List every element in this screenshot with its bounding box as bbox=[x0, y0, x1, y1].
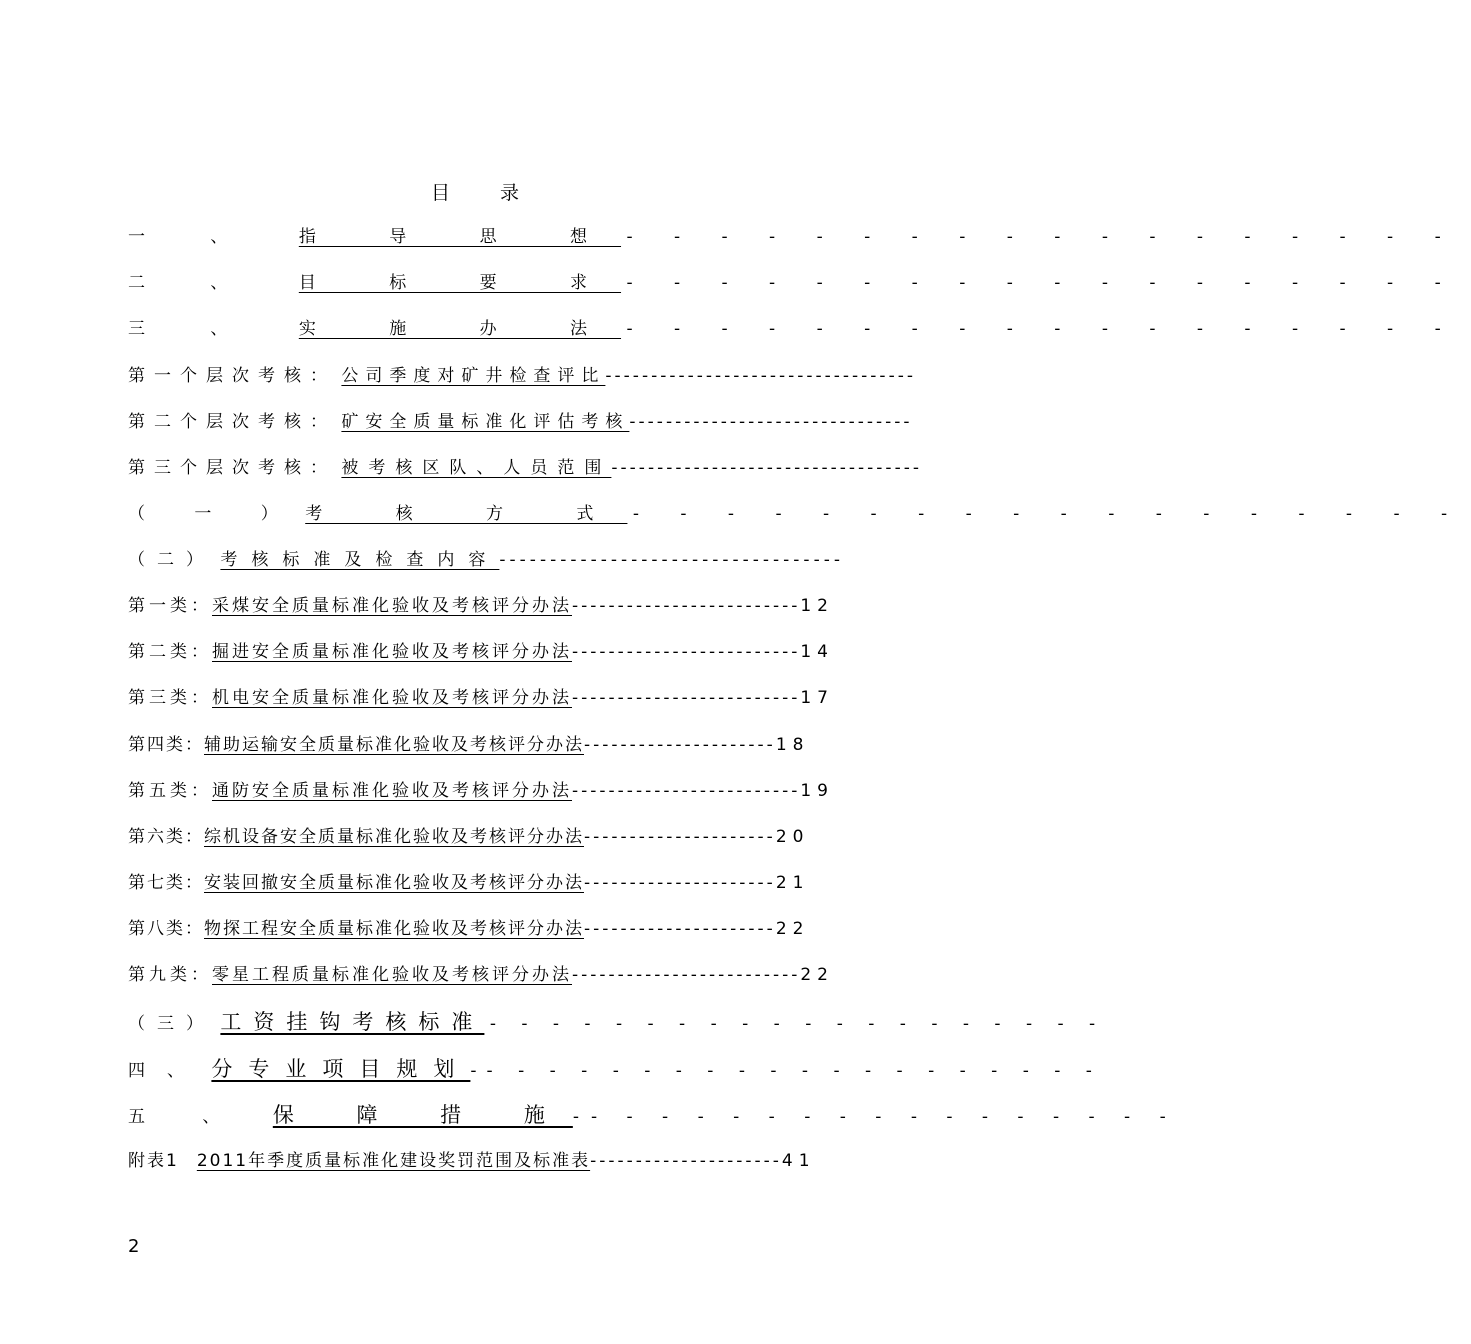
toc-leader: - - - - - - - - - - - - - - - - - - bbox=[632, 504, 1466, 524]
toc-entry-number: （三） bbox=[128, 1014, 215, 1034]
toc-entry[interactable] bbox=[128, 407, 950, 437]
toc-entry[interactable] bbox=[128, 499, 1466, 529]
toc-entry-number: 二 、 bbox=[128, 273, 258, 293]
toc-leader: ---------------------------------- bbox=[605, 366, 916, 386]
toc-page-number: 21 bbox=[775, 873, 810, 893]
toc-entry[interactable] bbox=[128, 822, 950, 852]
toc-entry[interactable] bbox=[128, 545, 950, 575]
toc-leader: - - - - - - - - - - - - - - - - - - - - bbox=[489, 1014, 1106, 1034]
toc-entry-title[interactable]: 被考核区队、人员范围 bbox=[341, 458, 612, 478]
toc-entry-title[interactable]: 考核标准及检查内容 bbox=[220, 550, 500, 570]
toc-entry-number: 五 、 bbox=[128, 1107, 246, 1127]
toc-entry[interactable] bbox=[128, 960, 950, 990]
toc-entry-number: 附表1 bbox=[128, 1151, 179, 1171]
toc-entry[interactable] bbox=[128, 776, 950, 806]
toc-entry-title[interactable]: 零星工程质量标准化验收及考核评分办法 bbox=[212, 965, 572, 985]
toc-page-number: 17 bbox=[800, 688, 834, 708]
toc-entry-title[interactable]: 分专业项目规划 bbox=[211, 1057, 471, 1081]
toc-entry-number: 第一类： bbox=[128, 596, 212, 616]
toc-page-number: 22 bbox=[800, 965, 834, 985]
toc-leader: --------------------- bbox=[584, 827, 776, 847]
toc-entry-number: 第七类： bbox=[128, 873, 204, 893]
toc-entry[interactable] bbox=[128, 1100, 1178, 1130]
toc-entry-number: 第五类： bbox=[128, 781, 212, 801]
toc-leader: -- - - - - - - - - - - - - - - - - - - - bbox=[470, 1061, 1102, 1081]
toc-entry[interactable] bbox=[128, 730, 950, 760]
toc-entry-title[interactable]: 采煤安全质量标准化验收及考核评分办法 bbox=[212, 596, 572, 616]
toc-entry-number: 四、 bbox=[128, 1061, 206, 1081]
toc-entry-title[interactable]: 工资挂钩考核标准 bbox=[220, 1010, 485, 1034]
toc-entry[interactable] bbox=[128, 683, 950, 713]
toc-page-number: 12 bbox=[800, 596, 834, 616]
toc-page-number: 20 bbox=[775, 827, 810, 847]
toc-leader: --------------------- bbox=[584, 873, 776, 893]
toc-entry-title[interactable]: 通防安全质量标准化验收及考核评分办法 bbox=[212, 781, 572, 801]
toc-entry[interactable] bbox=[128, 637, 950, 667]
toc-entry-number: 第二个层次考核： bbox=[128, 412, 336, 432]
toc-page-number: 18 bbox=[775, 735, 810, 755]
toc-entry-title[interactable]: 指 导 思 想 bbox=[298, 227, 622, 247]
toc-entry-number: 第九类： bbox=[128, 965, 212, 985]
toc-entry-title[interactable]: 公司季度对矿井检查评比 bbox=[341, 366, 606, 386]
toc-entry[interactable] bbox=[128, 1146, 950, 1176]
toc-entry[interactable] bbox=[128, 314, 1459, 344]
toc-entry-number: 第八类： bbox=[128, 919, 204, 939]
toc-entry[interactable] bbox=[128, 268, 1459, 298]
toc-entry[interactable] bbox=[128, 361, 950, 391]
toc-leader: --------------------- bbox=[590, 1151, 782, 1171]
toc-entry[interactable] bbox=[128, 591, 950, 621]
toc-entry-number: 第三类： bbox=[128, 688, 212, 708]
toc-leader: ------------------------- bbox=[572, 965, 801, 985]
toc-leader: -- - - - - - - - - - - - - - - - - bbox=[572, 1107, 1178, 1127]
toc-leader: ------------------------- bbox=[572, 596, 801, 616]
toc-entry-number: （二） bbox=[128, 550, 215, 570]
toc-entry[interactable] bbox=[128, 1054, 1102, 1084]
toc-entry-number: 第六类： bbox=[128, 827, 204, 847]
toc-entry-title[interactable]: 辅助运输安全质量标准化验收及考核评分办法 bbox=[204, 735, 584, 755]
toc-page-number: 41 bbox=[781, 1151, 816, 1171]
toc-leader: --------------------- bbox=[584, 735, 776, 755]
toc-entry-number: 第三个层次考核： bbox=[128, 458, 336, 478]
toc-entry[interactable] bbox=[128, 1007, 1106, 1037]
toc-entry-title[interactable]: 安装回撤安全质量标准化验收及考核评分办法 bbox=[204, 873, 584, 893]
toc-page-number: 19 bbox=[800, 781, 834, 801]
toc-entry[interactable] bbox=[128, 868, 950, 898]
toc-page-number: 14 bbox=[800, 642, 834, 662]
toc-entry-number: 第二类： bbox=[128, 642, 212, 662]
toc-entry-title[interactable]: 考 核 方 式 bbox=[305, 504, 628, 524]
toc-entry[interactable] bbox=[128, 453, 950, 483]
toc-entry-title[interactable]: 掘进安全质量标准化验收及考核评分办法 bbox=[212, 642, 572, 662]
toc-entry-title[interactable]: 矿安全质量标准化评估考核 bbox=[341, 412, 630, 432]
toc-entry-title[interactable]: 机电安全质量标准化验收及考核评分办法 bbox=[212, 688, 572, 708]
toc-leader: ------------------------- bbox=[572, 781, 801, 801]
toc-page-number: 22 bbox=[775, 919, 810, 939]
toc-entry-title[interactable]: 目 标 要 求 bbox=[298, 273, 622, 293]
toc-entry-title[interactable]: 实 施 办 法 bbox=[298, 319, 622, 339]
toc-entry-number: 第一个层次考核： bbox=[128, 366, 336, 386]
toc-entry[interactable] bbox=[128, 914, 950, 944]
toc-leader: - - - - - - - - - - - - - - - - - - bbox=[626, 227, 1459, 247]
toc-entry-number: 第四类： bbox=[128, 735, 204, 755]
toc-leader: ------------------------------- bbox=[629, 412, 913, 432]
toc-entry-number: （ 一 ） bbox=[128, 504, 300, 524]
toc-leader: --------------------- bbox=[584, 919, 776, 939]
toc-leader: ------------------------- bbox=[572, 688, 801, 708]
toc-leader: - - - - - - - - - - - - - - - - - - bbox=[626, 319, 1459, 339]
toc-leader: ------------------------- bbox=[572, 642, 801, 662]
toc-leader: ---------------------------------- bbox=[611, 458, 922, 478]
toc-entry-title[interactable]: 2011年季度质量标准化建设奖罚范围及标准表 bbox=[196, 1151, 591, 1171]
toc-entry[interactable] bbox=[128, 222, 1459, 252]
toc-leader: - - - - - - - - - - - - - - - - - - bbox=[626, 273, 1459, 293]
toc-entry-title[interactable]: 保 障 措 施 bbox=[272, 1103, 573, 1127]
toc-leader: ---------------------------------- bbox=[499, 550, 844, 570]
toc-entry-title[interactable]: 综机设备安全质量标准化验收及考核评分办法 bbox=[204, 827, 584, 847]
page-title: 目 录 bbox=[430, 182, 542, 204]
toc-entry-title[interactable]: 物探工程安全质量标准化验收及考核评分办法 bbox=[204, 919, 584, 939]
toc-entry-number: 三 、 bbox=[128, 319, 258, 339]
page-number: 2 bbox=[128, 1236, 140, 1257]
toc-entry-number: 一 、 bbox=[128, 227, 258, 247]
